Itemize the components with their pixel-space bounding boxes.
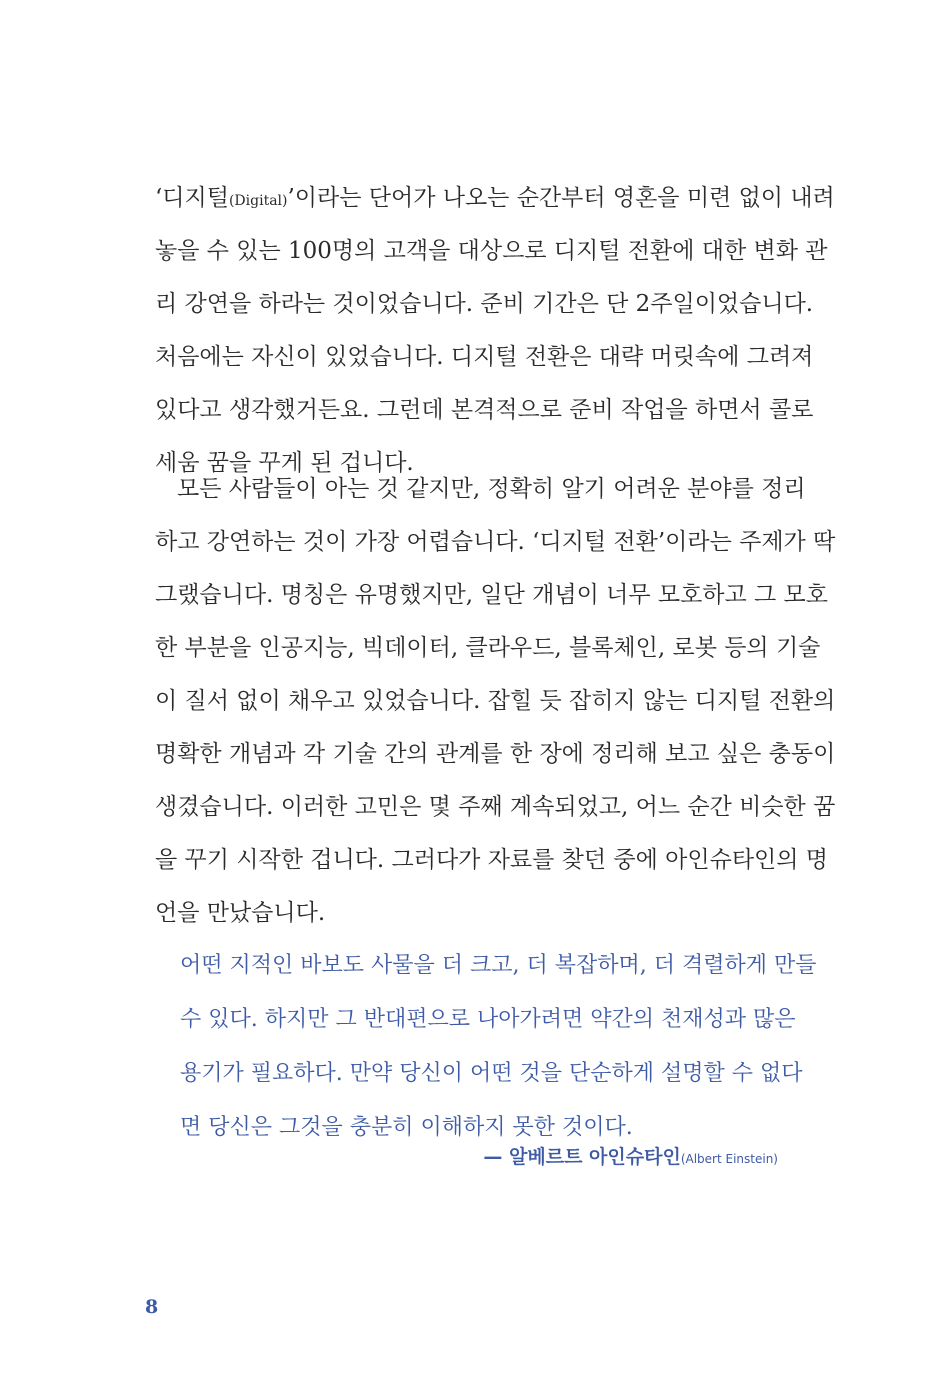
text-line: 명확한 개념과 각 기술 간의 관계를 한 장에 정리해 보고 싶은 충동이 [155,741,836,767]
text-line: 세움 꿈을 꾸게 된 겁니다. [155,450,414,476]
quote-line: 수 있다. 하지만 그 반대편으로 나아가려면 약간의 천재성과 많은 [180,1007,796,1032]
text-line: 생겼습니다. 이러한 고민은 몇 주째 계속되었고, 어느 순간 비슷한 꿈 [155,794,836,820]
quote-line: 면 당신은 그것을 충분히 이해하지 못한 것이다. [180,1115,633,1140]
text-line: 그랬습니다. 명칭은 유명했지만, 일단 개념이 너무 모호하고 그 모호 [155,582,828,608]
text-line: 놓을 수 있는 100명의 고객을 대상으로 디지털 전환에 대한 변화 관 [155,238,828,264]
quote-line: 용기가 필요하다. 만약 당신이 어떤 것을 단순하게 설명할 수 없다 [180,1061,803,1086]
latin-term: (Digital) [228,193,288,209]
text-line: 모든 사람들이 아는 것 같지만, 정확히 알기 어려운 분야를 정리 [177,476,806,502]
text-line [155,172,835,225]
attribution-name: — 알베르트 아인슈타인 [483,1146,681,1168]
text-line: 언을 만났습니다. [155,900,326,926]
attribution-latin: (Albert Einstein) [680,1152,778,1166]
text-line: 이 질서 없이 채우고 있었습니다. 잡힐 듯 잡히지 않는 디지털 전환의 [155,688,836,714]
text-line: 을 꾸기 시작한 겁니다. 그러다가 자료를 찾던 중에 아인슈타인의 명 [155,847,828,873]
einstein-quote [180,939,817,1155]
page-number: 8 [145,1296,159,1318]
quote-attribution [483,1142,778,1169]
text-line: 처음에는 자신이 있었습니다. 디지털 전환은 대략 머릿속에 그려져 [155,344,814,370]
paragraph-1 [155,172,835,490]
text-segment: ’이라는 단어가 나오는 순간부터 영혼을 미련 없이 내려 [287,185,835,211]
quote-line: 어떤 지적인 바보도 사물을 더 크고, 더 복잡하며, 더 격렬하게 만들 [180,953,817,978]
text-line: 리 강연을 하라는 것이었습니다. 준비 기간은 단 2주일이었습니다. [155,291,814,317]
text-line: 하고 강연하는 것이 가장 어렵습니다. ‘디지털 전환’이라는 주제가 딱 [155,529,836,555]
text-segment: ‘디지털 [155,185,229,211]
paragraph-2 [155,463,836,940]
text-line: 한 부분을 인공지능, 빅데이터, 클라우드, 블록체인, 로봇 등의 기술 [155,635,821,661]
text-line: 있다고 생각했거든요. 그런데 본격적으로 준비 작업을 하면서 콜로 [155,397,814,423]
